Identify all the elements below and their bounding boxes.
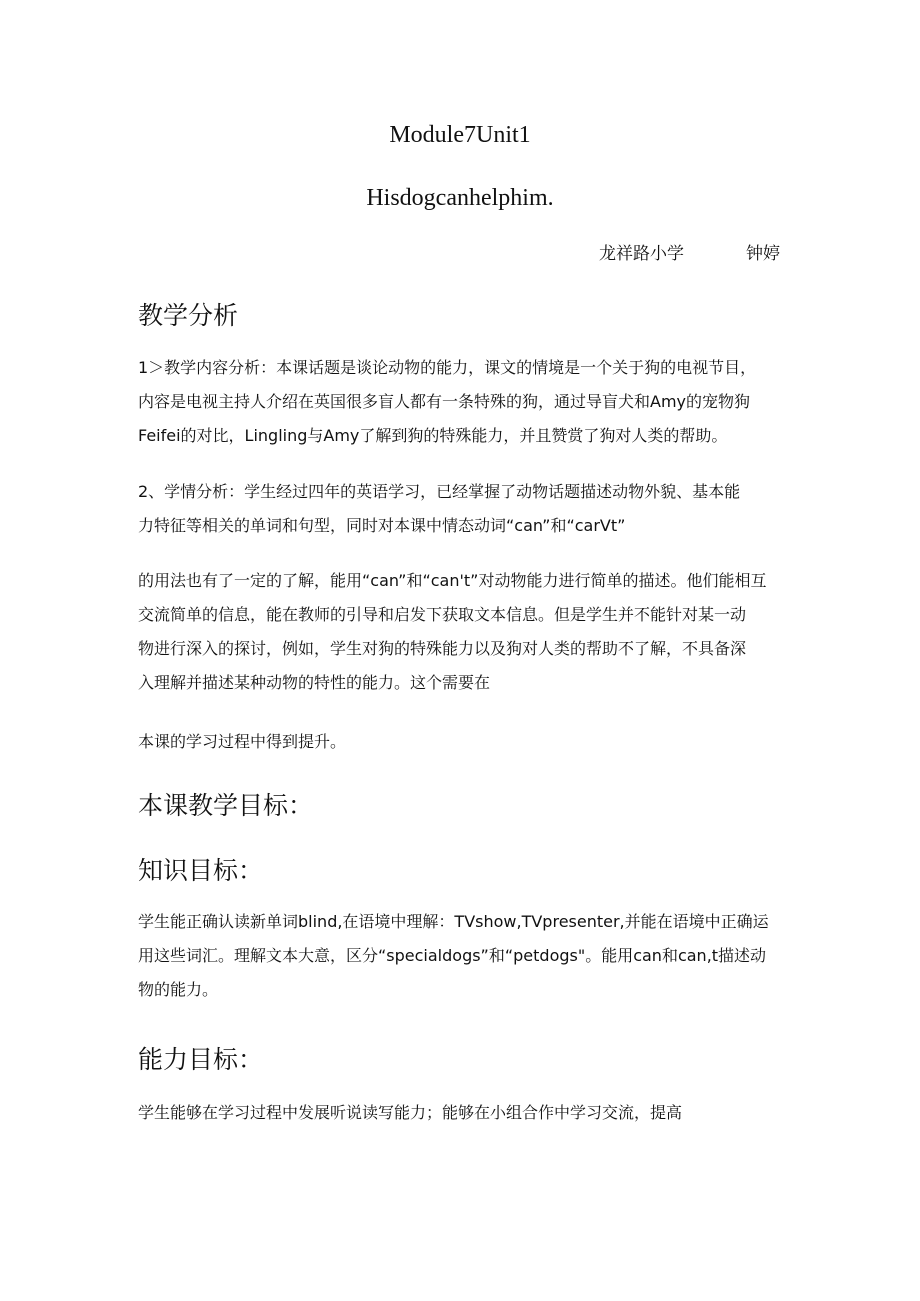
knowledge-goals-heading: 知识目标：: [138, 856, 264, 885]
improvement-paragraph: [138, 725, 346, 759]
paragraph-line: 力特征等相关的单词和句型，同时对本课中情态动词“can”和“carVt”: [138, 516, 626, 535]
analysis-heading: 教学分析: [138, 301, 239, 330]
paragraph-line: 本课的学习过程中得到提升。: [138, 732, 347, 751]
paragraph-line: 用这些词汇。理解文本大意，区分“specialdogs”和“petdogs"。能用can和can,t描述动: [138, 946, 767, 965]
paragraph-line: Feifei的对比，Lingling与Amy了解到狗的特殊能力，并且赞赏了狗对人类的帮助。: [138, 426, 728, 445]
school-name: 龙祥路小学: [599, 244, 684, 264]
ability-goals-paragraph: [138, 1096, 682, 1130]
ability-goals-heading: 能力目标：: [138, 1045, 264, 1074]
paragraph-line: 物进行深入的探讨，例如，学生对狗的特殊能力以及狗对人类的帮助不了解，不具备深: [138, 639, 747, 658]
student-analysis-paragraph: [138, 475, 740, 543]
paragraph-line: 学生能够在学习过程中发展听说读写能力；能够在小组合作中学习交流，提高: [138, 1103, 683, 1122]
paragraph-line: 2、学情分析：学生经过四年的英语学习，已经掌握了动物话题描述动物外貌、基本能: [138, 482, 741, 501]
paragraph-line: 学生能正确认读新单词blind,在语境中理解：TVshow,TVpresenter,并能在语境中正确运: [138, 912, 769, 931]
paragraph-line: 内容是电视主持人介绍在英国很多盲人都有一条特殊的狗，通过导盲犬和Amy的宠物狗: [138, 392, 751, 411]
knowledge-goals-paragraph: [138, 905, 769, 1007]
document-subtitle: Hisdogcanhelphim.: [366, 185, 554, 211]
paragraph-line: 交流简单的信息，能在教师的引导和启发下获取文本信息。但是学生并不能针对某一动: [138, 605, 747, 624]
student-analysis-continued: [138, 564, 766, 700]
goals-heading: 本课教学目标：: [138, 791, 314, 820]
paragraph-line: 1＞教学内容分析：本课话题是谈论动物的能力，课文的情境是一个关于狗的电视节目，: [138, 358, 757, 377]
content-analysis-paragraph: [138, 351, 756, 453]
paragraph-line: 物的能力。: [138, 980, 219, 999]
paragraph-line: 的用法也有了一定的了解，能用“can”和“can't”对动物能力进行简单的描述。他们能相互: [138, 571, 767, 590]
document-title: Module7Unit1: [389, 122, 531, 148]
paragraph-line: 入理解并描述某种动物的特性的能力。这个需要在: [138, 673, 491, 692]
author-name: 钟婷: [746, 244, 780, 264]
